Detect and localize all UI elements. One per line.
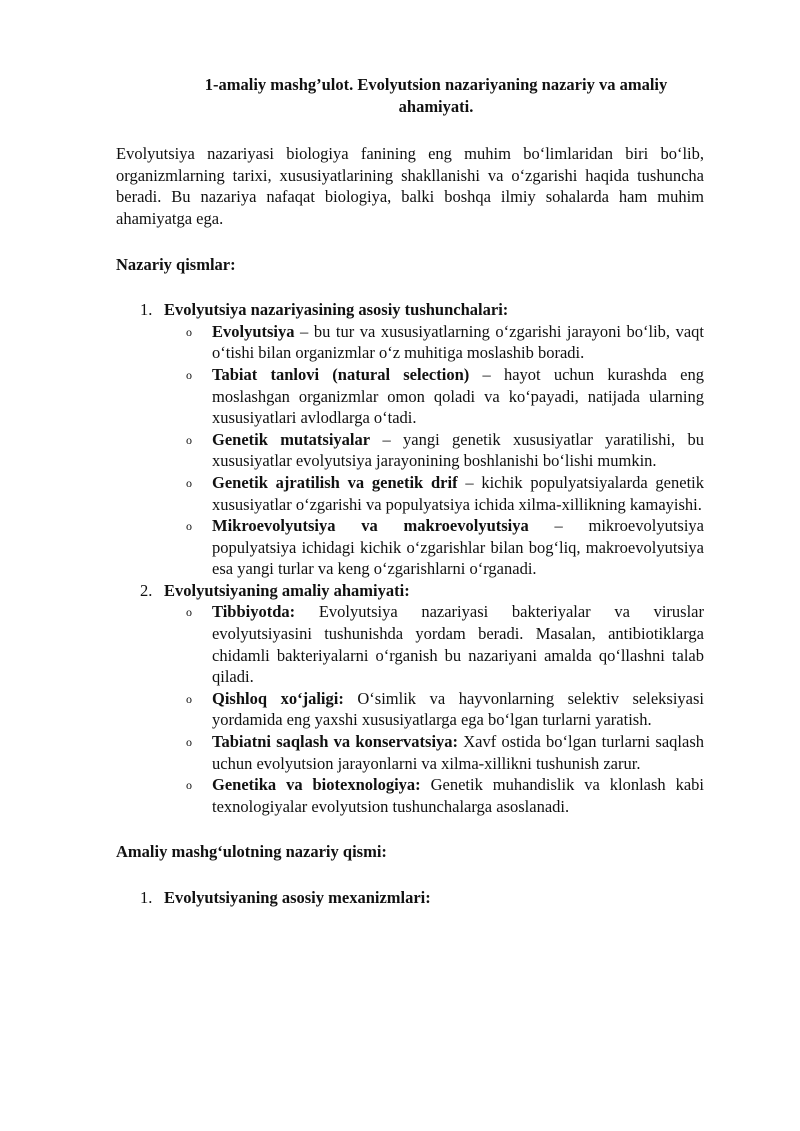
document-title: 1-amaliy mashg’ulot. Evolyutsion nazariyaning nazariy va amaliy ahamiyati. xyxy=(204,75,668,116)
list-number: 1. xyxy=(140,888,153,907)
list-item xyxy=(116,321,704,364)
list-item xyxy=(116,731,704,774)
definition: Xavf ostida bo‘lgan turlarni saqlash uchun evolyutsion jarayonlarni va xilma-xillikni tushunish zarur. xyxy=(212,732,704,773)
term: Genetik mutatsiyalar xyxy=(212,429,371,449)
theory-item-1 xyxy=(116,299,704,580)
term: Genetik ajratilish va genetik drif xyxy=(212,472,458,492)
circle-bullet-icon: o xyxy=(186,432,192,447)
intro-paragraph: Evolyutsiya nazariyasi biologiya fanining eng muhim bo‘limlaridan biri bo‘lib, organizmlarning tarixi, xususiyatlarining shakllanishi va o‘zgarishi haqida tushuncha beradi. Bu nazariya nafaqat biologiya, balki boshqa ilmiy sohalarda ham muhim ahamiyatga ega. xyxy=(116,144,704,228)
concepts-sublist xyxy=(116,321,704,580)
theory-list xyxy=(116,299,704,817)
circle-bullet-icon: o xyxy=(186,735,192,750)
definition: Genetik muhandislik va klonlash kabi texnologiyalar evolyutsion tushunchalarga asoslanadi. xyxy=(212,775,704,816)
section-heading-theory: Nazariy qismlar: xyxy=(116,254,236,274)
list-number: 2. xyxy=(140,580,153,600)
document-page xyxy=(116,74,704,909)
section-heading-practical: Amaliy mashg‘ulotning nazariy qismi: xyxy=(116,842,387,862)
circle-bullet-icon: o xyxy=(186,324,192,339)
definition: – mikroevolyutsiya populyatsiya ichidagi kichik o‘zgarishlar bilan bog‘liq, makroevolyutsiya esa yangi turlar va keng o‘zgarishlarni o‘rganadi. xyxy=(212,516,704,579)
term: Genetika va biotexnologiya: xyxy=(212,775,421,795)
term: Qishloq xo‘jaligi: xyxy=(212,688,344,708)
list-item xyxy=(116,601,704,687)
list-number: 1. xyxy=(140,300,153,320)
circle-bullet-icon: o xyxy=(186,519,192,534)
list-item xyxy=(116,688,704,731)
theory-item-2 xyxy=(116,580,704,818)
practical-sublist xyxy=(116,601,704,817)
list-heading-text: Evolyutsiyaning amaliy ahamiyati: xyxy=(164,580,410,600)
term: Tabiat tanlovi (natural selection) xyxy=(212,364,470,384)
term: Mikroevolyutsiya va makroevolyutsiya xyxy=(212,516,529,536)
list-heading-text: Evolyutsiyaning asosiy mexanizmlari: xyxy=(164,888,431,907)
list-heading-text: Evolyutsiya nazariyasining asosiy tushunchalari: xyxy=(164,300,509,320)
list-item xyxy=(116,364,704,429)
practical-item-1-heading xyxy=(116,887,704,909)
definition: – yangi genetik xususiyatlar yaratilishi, bu xususiyatlar evolyutsiya jarayonining boshlanishi bo‘lishi mumkin. xyxy=(212,429,704,471)
term: Evolyutsiya xyxy=(212,321,295,341)
definition: – hayot uchun kurashda eng moslashgan organizmlar omon qoladi va ko‘payadi, natijada ularning xususiyatlari avlodlarga o‘tadi. xyxy=(212,364,705,428)
circle-bullet-icon: o xyxy=(186,367,192,382)
term: Tabiatni saqlash va konservatsiya: xyxy=(212,732,459,752)
list-item xyxy=(116,429,704,472)
definition: O‘simlik va hayvonlarning selektiv seleksiyasi yordamida eng yaxshi xususiyatlarga ega bo‘lgan turlarni yaratish. xyxy=(212,688,704,730)
practical-item-1 xyxy=(116,887,704,909)
circle-bullet-icon: o xyxy=(186,605,192,620)
list-item xyxy=(116,774,704,817)
theory-item-2-heading xyxy=(116,580,704,602)
circle-bullet-icon: o xyxy=(186,475,192,490)
circle-bullet-icon: o xyxy=(186,691,192,706)
term: Tibbiyotda: xyxy=(212,602,296,622)
theory-item-1-heading xyxy=(116,299,704,321)
circle-bullet-icon: o xyxy=(186,778,192,793)
list-item xyxy=(116,472,704,515)
practical-list xyxy=(116,887,704,909)
definition: – kichik populyatsiyalarda genetik xususiyatlar o‘zgarishi va populyatsiya ichida xilma-xillikning kamayishi. xyxy=(212,472,704,514)
list-item xyxy=(116,515,704,580)
definition: – bu tur va xususiyatlarning o‘zgarishi jarayoni bo‘lib, vaqt o‘tishi bilan organizmlar o‘z muhitiga moslashib boradi. xyxy=(212,321,704,363)
definition: Evolyutsiya nazariyasi bakteriyalar va viruslar evolyutsiyasini tushunishda yordam beradi. Masalan, antibiotiklarga chidamli bakteriyalarni o‘rganish bu nazariyani amalda qo‘llashni talab qiladi. xyxy=(212,602,704,687)
